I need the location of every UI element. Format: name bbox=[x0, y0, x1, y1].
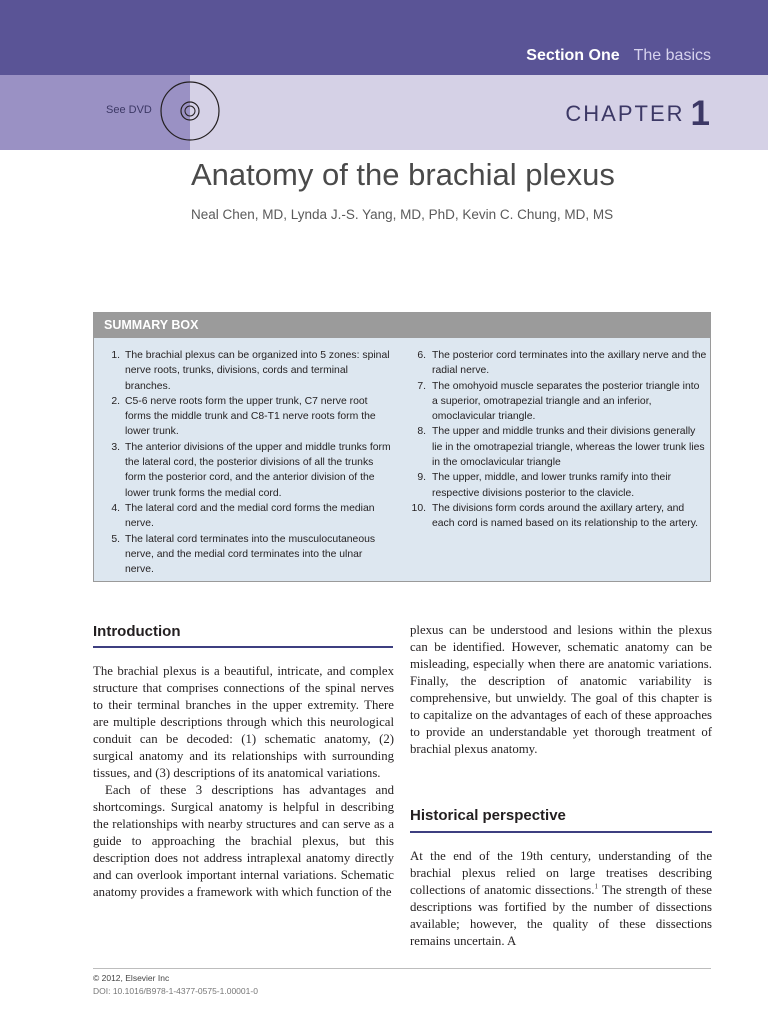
summary-item-text: The divisions form cords around the axillary artery, and each cord is named based on its relationship to the artery. bbox=[432, 502, 699, 530]
summary-list-right bbox=[408, 348, 708, 532]
copyright: © 2012, Elsevier Inc bbox=[93, 973, 170, 983]
summary-item bbox=[108, 394, 393, 440]
historical-paragraph-1 bbox=[410, 848, 712, 950]
summary-item-number: 4. bbox=[111, 502, 120, 514]
summary-item-text: The lateral cord terminates into the musculocutaneous nerve, and the medial cord terminates into the ulnar nerve. bbox=[125, 533, 376, 576]
summary-item bbox=[108, 501, 393, 532]
summary-item-text: The brachial plexus can be organized into 5 zones: spinal nerve roots, trunks, divisions, cords and terminal branches. bbox=[125, 350, 390, 392]
summary-item-text: The omohyoid muscle separates the posterior triangle into a superior, omotrapezial triangle and an inferior, omoclavicular triangle. bbox=[432, 380, 700, 423]
chapter-label: CHAPTER bbox=[565, 101, 685, 126]
historical-text-a: At the end of the 19th century, understanding of the brachial plexus relied on large treatises describing collections of anatomic dissections. bbox=[410, 849, 712, 897]
article-title: Anatomy of the brachial plexus bbox=[191, 157, 615, 192]
summary-item-text: The anterior divisions of the upper and middle trunks form the lateral cord, the posterior divisions of all the trunks form the posterior cord, and the anterior division of the lower trunk forms the medial cord. bbox=[125, 441, 391, 499]
introduction-paragraph-1: The brachial plexus is a beautiful, intricate, and complex structure that comprises connections of the spinal nerves to their terminal branches in the upper extremity. There are multiple descriptions through which this neurological conduit can be decoded: (1) schematic anatomy, (2) surgical anatomy and its relationships with surrounding tissues, and (3) descriptions of its anatomical variations. bbox=[93, 664, 394, 780]
summary-item bbox=[408, 379, 708, 425]
summary-item bbox=[108, 348, 393, 394]
section-label bbox=[526, 47, 711, 65]
summary-list-left bbox=[108, 348, 393, 577]
summary-item-number: 7. bbox=[417, 380, 426, 392]
summary-item-text: The upper and middle trunks and their divisions generally lie in the omotrapezial triangle, whereas the lower trunk lies in the omoclavicular triangle bbox=[432, 426, 705, 469]
summary-item bbox=[408, 470, 708, 501]
reference-marker[interactable]: 1 bbox=[594, 882, 598, 891]
summary-item-text: The posterior cord terminates into the axillary nerve and the radial nerve. bbox=[432, 350, 707, 377]
summary-item bbox=[108, 532, 393, 578]
summary-item bbox=[408, 501, 708, 532]
historical-body bbox=[410, 848, 712, 950]
summary-item-number: 9. bbox=[417, 472, 426, 484]
historical-perspective-heading: Historical perspective bbox=[410, 807, 566, 824]
summary-item-number: 1. bbox=[111, 350, 120, 361]
summary-item-number: 10. bbox=[411, 502, 426, 514]
footer bbox=[93, 972, 258, 998]
summary-item bbox=[108, 440, 393, 501]
section-subtitle: The basics bbox=[633, 47, 711, 64]
introduction-heading: Introduction bbox=[93, 623, 181, 640]
article-authors: Neal Chen, MD, Lynda J.-S. Yang, MD, PhD, Kevin C. Chung, MD, MS bbox=[191, 207, 614, 222]
chapter-number: 1 bbox=[690, 94, 710, 133]
footer-rule bbox=[93, 968, 711, 969]
see-dvd-label: See DVD bbox=[106, 104, 152, 116]
summary-item-text: The upper, middle, and lower trunks ramify into their respective divisions posterior to the clavicle. bbox=[432, 472, 672, 499]
summary-item-number: 8. bbox=[417, 426, 426, 438]
introduction-body-left bbox=[93, 663, 394, 901]
introduction-heading-rule bbox=[93, 646, 393, 648]
historical-text-b: The strength of these descriptions was fortified by the number of dissections available; however, the quality of these dissections remains uncertain. A bbox=[410, 883, 712, 948]
summary-item-number: 5. bbox=[111, 533, 120, 545]
summary-item-number: 2. bbox=[111, 395, 120, 407]
introduction-body-right bbox=[410, 622, 712, 758]
historical-heading-rule bbox=[410, 831, 712, 833]
introduction-paragraph-2: Each of these 3 descriptions has advantages and shortcomings. Surgical anatomy is helpful in describing the relationships with nearby structures and can serve as a guide to approaching the brachial plexus, but this description does not address intraplexal anatomy directly and can overlook important internal variations. Schematic anatomy provides a framework with which function of the bbox=[93, 783, 394, 899]
summary-box-heading: SUMMARY BOX bbox=[94, 313, 710, 338]
introduction-paragraph-3: plexus can be understood and lesions within the plexus can be identified. However, schematic anatomy can be misleading, especially when there are anatomic variations. Finally, the description of anatomic variability is comprehensive, but unwieldy. The goal of this chapter is to capitalize on the advantages of each of these approaches to provide an understandable yet thorough treatment of brachial plexus anatomy. bbox=[410, 623, 712, 756]
summary-item-number: 3. bbox=[111, 441, 120, 453]
summary-box bbox=[93, 312, 711, 582]
doi-link[interactable]: DOI: 10.1016/B978-1-4377-0575-1.00001-0 bbox=[93, 986, 258, 996]
summary-item-text: C5-6 nerve roots form the upper trunk, C7 nerve root forms the middle trunk and C8-T1 nerve roots form the lower trunk. bbox=[125, 395, 376, 438]
chapter-heading bbox=[565, 94, 710, 134]
summary-item bbox=[408, 348, 708, 379]
summary-item-text: The lateral cord and the medial cord forms the median nerve. bbox=[125, 502, 375, 530]
dvd-disc-icon bbox=[159, 80, 221, 142]
section-number: Section One bbox=[526, 47, 620, 64]
summary-item-number: 6. bbox=[417, 350, 426, 361]
summary-item bbox=[408, 424, 708, 470]
